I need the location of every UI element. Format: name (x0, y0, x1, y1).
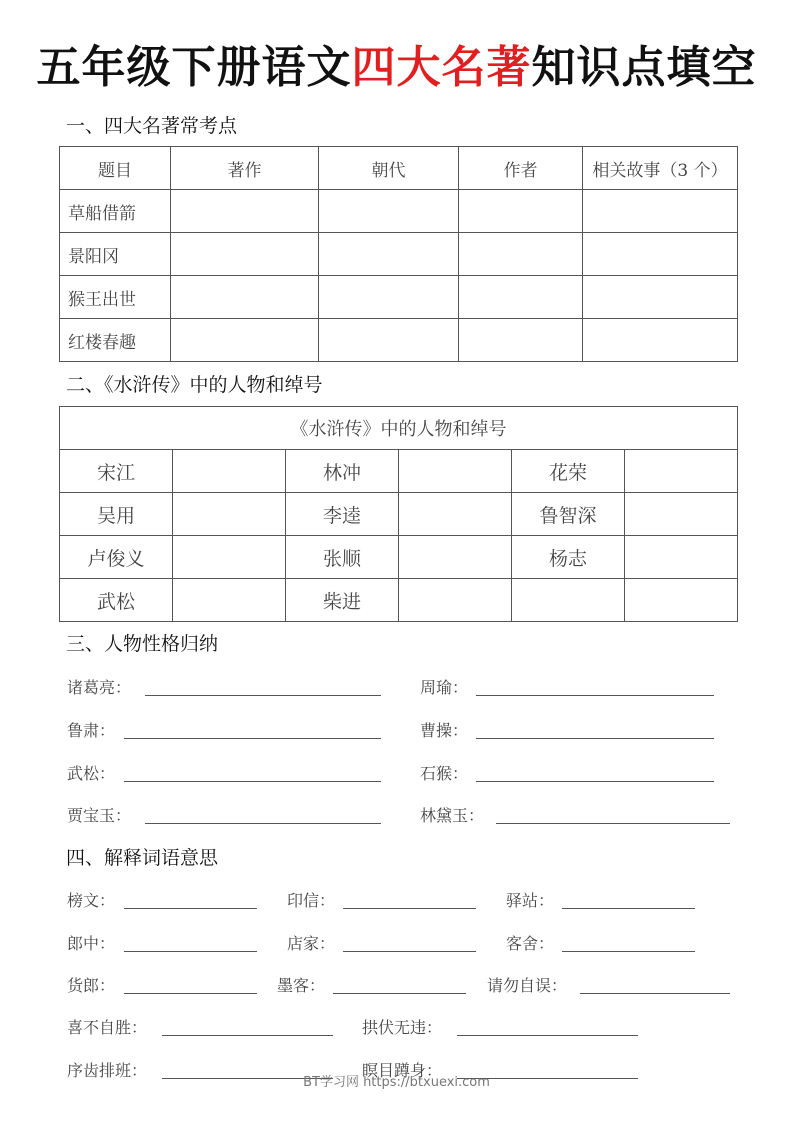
fill-label: 序齿排班： (67, 1061, 148, 1080)
fill-label: 印信： (287, 891, 336, 910)
table-row (60, 276, 738, 319)
blank-cell[interactable] (459, 319, 583, 362)
blank-cell[interactable] (319, 276, 459, 319)
header-dynasty: 朝代 (319, 147, 459, 190)
blank-cell[interactable] (459, 233, 583, 276)
character-name: 杨志 (512, 536, 625, 579)
fill-label: 郎中： (67, 934, 116, 953)
blank-cell[interactable] (319, 233, 459, 276)
blank-cell[interactable] (319, 319, 459, 362)
table-row (60, 190, 738, 233)
blank-cell[interactable] (583, 319, 738, 362)
answer-line[interactable] (580, 993, 730, 994)
answer-line[interactable] (162, 1035, 333, 1036)
character-name: 花荣 (512, 450, 625, 493)
answer-line[interactable] (476, 738, 714, 739)
section-3-heading: 三、人物性格归纳 (66, 633, 219, 655)
nickname-blank[interactable] (399, 579, 512, 622)
nickname-blank[interactable] (399, 493, 512, 536)
answer-line[interactable] (145, 823, 381, 824)
fill-label: 拱伏无违： (362, 1018, 443, 1037)
nickname-blank[interactable] (173, 536, 286, 579)
blank-cell[interactable] (171, 276, 319, 319)
blank-cell[interactable] (171, 319, 319, 362)
header-topic: 题目 (60, 147, 171, 190)
nickname-blank[interactable] (173, 450, 286, 493)
nickname-blank[interactable] (173, 579, 286, 622)
section-4-heading: 四、解释词语意思 (66, 847, 219, 869)
answer-line[interactable] (333, 993, 466, 994)
fill-label: 榜文： (67, 891, 116, 910)
answer-line[interactable] (476, 781, 714, 782)
character-name: 李逵 (286, 493, 399, 536)
section-1-heading: 一、四大名著常考点 (66, 115, 238, 137)
character-name: 张顺 (286, 536, 399, 579)
empty-cell (625, 579, 738, 622)
header-stories: 相关故事（3 个） (583, 147, 738, 190)
character-name: 吴用 (60, 493, 173, 536)
table-caption-row (60, 407, 738, 450)
classics-table (59, 146, 738, 362)
character-name: 柴进 (286, 579, 399, 622)
table-row (60, 233, 738, 276)
fill-label: 喜不自胜： (67, 1018, 148, 1037)
answer-line[interactable] (496, 823, 730, 824)
table-header-row (60, 147, 738, 190)
fill-label: 石猴： (420, 764, 469, 783)
table-caption: 《水浒传》中的人物和绰号 (60, 407, 738, 450)
fill-label: 货郎： (67, 976, 116, 995)
character-name: 鲁智深 (512, 493, 625, 536)
table-row (60, 450, 738, 493)
answer-line[interactable] (343, 908, 476, 909)
character-name: 林冲 (286, 450, 399, 493)
nickname-blank[interactable] (625, 450, 738, 493)
answer-line[interactable] (124, 993, 257, 994)
fill-label: 店家： (287, 934, 336, 953)
row-label: 红楼春趣 (60, 319, 171, 362)
fill-label: 周瑜： (420, 678, 469, 697)
page-title (0, 40, 793, 96)
table-row (60, 536, 738, 579)
answer-line[interactable] (124, 951, 257, 952)
fill-label: 武松： (67, 764, 116, 783)
answer-line[interactable] (476, 695, 714, 696)
header-author: 作者 (459, 147, 583, 190)
blank-cell[interactable] (583, 276, 738, 319)
row-label: 草船借箭 (60, 190, 171, 233)
answer-line[interactable] (124, 738, 381, 739)
nickname-blank[interactable] (173, 493, 286, 536)
character-name: 宋江 (60, 450, 173, 493)
answer-line[interactable] (343, 951, 476, 952)
answer-line[interactable] (124, 781, 381, 782)
nickname-blank[interactable] (625, 536, 738, 579)
row-label: 景阳冈 (60, 233, 171, 276)
table-row (60, 319, 738, 362)
title-part-1: 五年级下册语文 (36, 42, 352, 93)
answer-line[interactable] (562, 951, 695, 952)
blank-cell[interactable] (171, 233, 319, 276)
nickname-blank[interactable] (625, 493, 738, 536)
blank-cell[interactable] (319, 190, 459, 233)
row-label: 猴王出世 (60, 276, 171, 319)
answer-line[interactable] (124, 908, 257, 909)
fill-label: 林黛玉： (420, 806, 485, 825)
fill-label: 请勿自误： (487, 976, 568, 995)
answer-line[interactable] (562, 908, 695, 909)
fill-label: 诸葛亮： (67, 678, 132, 697)
title-highlight: 四大名著 (351, 42, 532, 93)
blank-cell[interactable] (583, 233, 738, 276)
answer-line[interactable] (145, 695, 381, 696)
nickname-blank[interactable] (399, 450, 512, 493)
nickname-blank[interactable] (399, 536, 512, 579)
fill-label: 鲁肃： (67, 721, 116, 740)
water-margin-table (59, 406, 738, 622)
fill-label: 墨客： (277, 976, 326, 995)
blank-cell[interactable] (171, 190, 319, 233)
fill-label: 客舍： (506, 934, 555, 953)
empty-cell (512, 579, 625, 622)
watermark: BT学习网 https://btxuexi.com (303, 1075, 490, 1090)
blank-cell[interactable] (583, 190, 738, 233)
title-part-3: 知识点填空 (531, 42, 757, 93)
fill-label: 曹操： (420, 721, 469, 740)
fill-label: 贾宝玉： (67, 806, 132, 825)
blank-cell[interactable] (459, 190, 583, 233)
character-name: 卢俊义 (60, 536, 173, 579)
blank-cell[interactable] (459, 276, 583, 319)
fill-label: 瞑目蹲身： (362, 1061, 443, 1080)
section-2-heading: 二、《水浒传》中的人物和绰号 (66, 374, 323, 396)
header-work: 著作 (171, 147, 319, 190)
fill-label: 驿站： (506, 891, 555, 910)
table-row (60, 493, 738, 536)
table-row (60, 579, 738, 622)
answer-line[interactable] (457, 1035, 638, 1036)
character-name: 武松 (60, 579, 173, 622)
